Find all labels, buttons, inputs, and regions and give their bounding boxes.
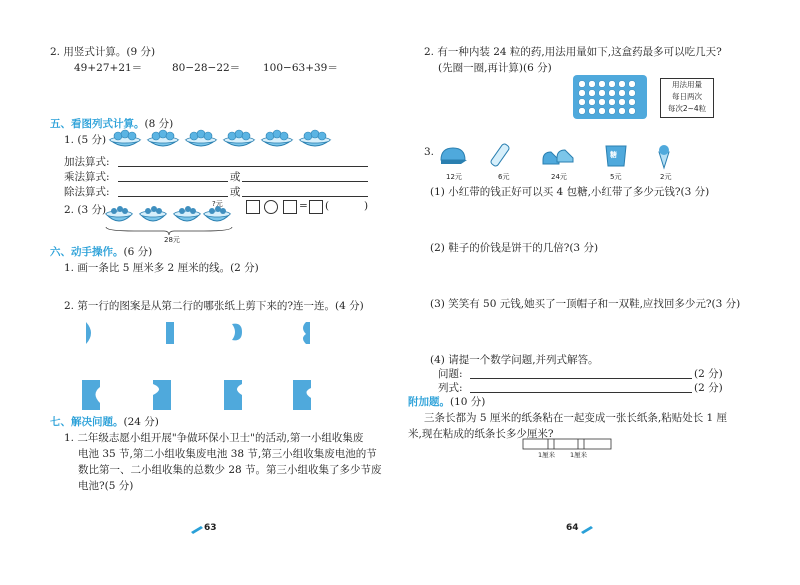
problem-points: (2 分)	[694, 368, 723, 380]
section-5-title: 五、看图列式计算。(8 分)	[50, 118, 174, 130]
price-cap: 12元	[446, 173, 462, 181]
calc-item-1: 49+27+21＝	[74, 62, 143, 74]
bowls-of-dumplings-icon	[108, 128, 340, 152]
add-answer-line[interactable]	[118, 166, 368, 167]
unit-paren-open: (	[325, 200, 330, 212]
formula-answer-line[interactable]	[470, 392, 692, 393]
dosage-line-1: 用法用量	[672, 80, 702, 89]
strip-label-1: 1厘米	[538, 451, 556, 459]
problem-label: 问题:	[438, 368, 463, 380]
s6-q2: 2. 第一行的图案是从第二行的哪张纸上剪下来的?连一连。(4 分)	[64, 300, 364, 312]
cutout-shape-4[interactable]	[298, 320, 312, 346]
paper-shape-2[interactable]	[151, 378, 173, 412]
price-candy: 5元	[610, 173, 622, 181]
section-6-title: 六、动手操作。(6 分)	[50, 246, 153, 258]
operator-circle[interactable]	[264, 200, 278, 214]
equals-sign: =	[299, 200, 308, 212]
cap-icon	[437, 144, 469, 166]
q3-3: (3) 笑笑有 50 元钱,她买了一顶帽子和一双鞋,应找回多少元?(3 分)	[430, 298, 741, 310]
div-or: 或	[230, 186, 241, 198]
candy-label: 糖	[610, 151, 617, 159]
cookie-bar-icon	[487, 142, 513, 168]
pencil-icon	[190, 524, 204, 534]
s7-q1-line-4: 电池?(5 分)	[78, 480, 134, 492]
formula-points: (2 分)	[694, 382, 723, 394]
answer-box-1[interactable]	[246, 200, 260, 214]
dosage-line-2: 每日两次	[672, 92, 702, 101]
s7-q1-line-3: 数比第一、二小组收集的总数少 28 节。第三小组收集了多少节废	[78, 464, 382, 476]
div-answer-line-2[interactable]	[242, 196, 368, 197]
ice-cream-icon	[655, 142, 673, 170]
paper-shape-3[interactable]	[222, 378, 244, 412]
s5-q1-label: 1. (5 分)	[64, 134, 107, 146]
cutout-shape-1[interactable]	[84, 320, 98, 346]
answer-box-3[interactable]	[309, 200, 323, 214]
q3-4: (4) 请提一个数学问题,并列式解答。	[430, 354, 599, 366]
right-q2-line-2: (先圈一圈,再计算)(6 分)	[438, 62, 552, 74]
price-cookie: 6元	[498, 173, 510, 181]
unit-paren-close: )	[364, 200, 369, 212]
price-shoes: 24元	[551, 173, 567, 181]
bonus-line-2: 米,现在粘成的纸条长多少厘米?	[408, 428, 554, 440]
left-page-number: 63	[204, 523, 217, 533]
div-answer-line-1[interactable]	[118, 196, 228, 197]
bonus-line-1: 三条长都为 5 厘米的纸条粘在一起变成一张长纸条,粘贴处长 1 厘	[424, 412, 728, 424]
section-7-title: 七、解决问题。(24 分)	[50, 416, 159, 428]
paper-shape-1[interactable]	[80, 378, 102, 412]
shoes-icon	[541, 146, 575, 166]
calc-item-3: 100−63+39＝	[263, 62, 338, 74]
price-icecream: 2元	[660, 173, 672, 181]
pill-blister-pack-icon[interactable]	[572, 74, 648, 120]
bonus-title: 附加题。(10 分)	[408, 396, 486, 408]
total-price: 28元	[164, 236, 180, 244]
q3-1: (1) 小红带的钱正好可以买 4 包糖,小红带了多少元钱?(3 分)	[430, 186, 710, 198]
mul-answer-line-1[interactable]	[118, 181, 228, 182]
dosage-line-3: 每次2~4粒	[667, 104, 707, 113]
mul-or: 或	[230, 171, 241, 183]
s6-q1: 1. 画一条比 5 厘米多 2 厘米的线。(2 分)	[64, 262, 259, 274]
right-page-number: 64	[566, 523, 579, 533]
bowl-price: ?元	[212, 200, 223, 208]
pencil-icon	[580, 524, 594, 534]
dosage-label-box	[660, 78, 714, 118]
div-label: 除法算式:	[64, 186, 110, 198]
cutout-shape-2[interactable]	[162, 320, 176, 346]
left-q2-title: 2. 用竖式计算。(9 分)	[50, 46, 156, 58]
add-label: 加法算式:	[64, 156, 110, 168]
formula-label: 列式:	[438, 382, 463, 394]
s7-q1-line-1: 1. 二年级志愿小组开展"争做环保小卫士"的活动,第一小组收集废	[64, 432, 364, 444]
calc-item-2: 80−28−22＝	[172, 62, 241, 74]
cutout-shape-3[interactable]	[228, 320, 246, 346]
mul-label: 乘法算式:	[64, 171, 110, 183]
right-q2-line-1: 2. 有一种内装 24 粒的药,用法用量如下,这盒药最多可以吃几天?	[424, 46, 722, 58]
mul-answer-line-2[interactable]	[242, 181, 368, 182]
paper-shape-4[interactable]	[291, 378, 313, 412]
s5-q2-label: 2. (3 分)	[64, 204, 107, 216]
q3-2: (2) 鞋子的价钱是饼干的几倍?(3 分)	[430, 242, 599, 254]
s7-q1-line-2: 电池 35 节,第二小组收集废电池 38 节,第三小组收集废电池的节	[78, 448, 377, 460]
strip-label-2: 1厘米	[570, 451, 588, 459]
right-q3-label: 3.	[424, 146, 435, 158]
problem-answer-line[interactable]	[470, 378, 692, 379]
paper-strips-diagram	[522, 438, 612, 452]
answer-box-2[interactable]	[283, 200, 297, 214]
